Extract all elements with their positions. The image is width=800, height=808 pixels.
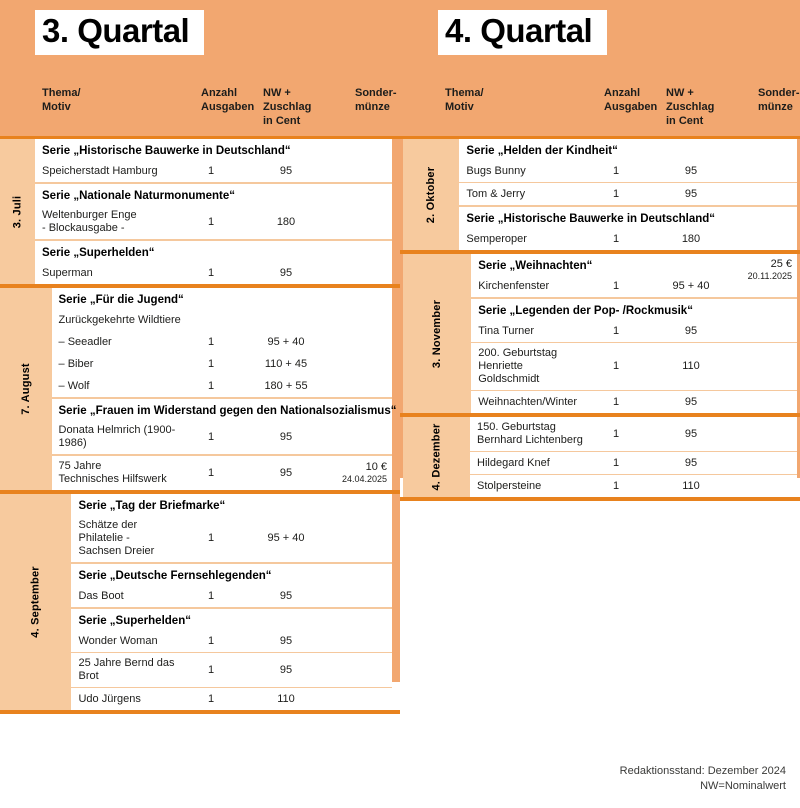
motif-cell (477, 457, 586, 470)
serie-header: Serie „Superhelden“ (78, 615, 191, 627)
quarter-title-q4: 4. Quartal (438, 10, 607, 55)
month-block (0, 139, 400, 288)
column-header-thema (445, 86, 592, 128)
sondermuenze-value: 10 € (365, 461, 387, 473)
footnote-nw-legend: NW=Nominalwert (700, 780, 786, 792)
serie-group (35, 139, 392, 182)
column-header-line: NW + Zuschlag (666, 87, 715, 113)
column-header-nw (249, 86, 339, 128)
table-row (459, 182, 797, 205)
serie-header: Serie „Deutsche Fernsehlegenden“ (78, 570, 272, 582)
column-header-line: Sonder- (355, 87, 397, 99)
month-content (471, 254, 797, 413)
serie-header: Serie „Superhelden“ (42, 247, 155, 259)
motif-cell (78, 635, 181, 648)
month-content (52, 288, 397, 490)
motif-line: 75 Jahre (58, 460, 102, 472)
nw-cell: 95 (279, 164, 293, 177)
sondermuenze-value: 25 € (770, 258, 792, 270)
serie-header: Serie „Für die Jugend“ (58, 294, 184, 306)
month-label: 2. Oktober (425, 166, 438, 223)
month-strip (0, 494, 71, 710)
motif-line: Donata Helmrich (1900-1986) (58, 424, 176, 449)
table-row (52, 456, 392, 490)
motif-cell (478, 325, 586, 338)
motif-line: 25 Jahre Bernd das Brot (78, 657, 175, 682)
column-header-sonder (742, 86, 798, 128)
motif-cell (478, 347, 586, 386)
month-content (470, 417, 797, 497)
nw-cell: 95 (279, 634, 293, 647)
serie-group (471, 254, 797, 297)
table-row (471, 320, 797, 342)
motif-line: – Wolf (58, 379, 90, 392)
nw-cell: 180 (276, 215, 296, 228)
serie-header: Serie „Historische Bauwerke in Deutschland“ (466, 213, 716, 225)
sonder-cell (331, 461, 387, 485)
month-strip (0, 288, 52, 490)
month-block (400, 139, 800, 254)
table-row (71, 652, 392, 687)
column-headers-q3 (0, 86, 400, 128)
motif-line: Tina Turner (478, 324, 535, 337)
serie-group (71, 607, 392, 710)
column-header-line: Sonder- (758, 87, 800, 99)
serie-header: Serie „Frauen im Widerstand gegen den Nationalsozialismus“ (58, 405, 397, 417)
quarter-table-q4 (400, 136, 800, 501)
anzahl-cell: 1 (207, 215, 215, 228)
anzahl-cell: 1 (207, 379, 215, 392)
nw-cell: 95 (279, 266, 293, 279)
anzahl-cell: 1 (207, 532, 215, 544)
nw-cell: 110 (682, 479, 700, 492)
nw-cell: 95 (684, 164, 698, 177)
column-header-line: Thema/ (445, 87, 484, 99)
anzahl-cell: 1 (612, 360, 620, 372)
motif-line: 200. Geburtstag (478, 347, 558, 359)
motif-line: Technisches Hilfswerk (58, 473, 167, 485)
table-row (470, 451, 797, 474)
motif-cell (59, 358, 181, 371)
motif-cell (477, 480, 586, 493)
motif-line: - Blockausgabe - (42, 222, 125, 234)
table-row (71, 515, 392, 562)
motif-cell (466, 233, 586, 246)
column-header-line: Anzahl (201, 87, 238, 99)
motif-cell (78, 657, 181, 683)
month-content (71, 494, 392, 710)
motif-cell (78, 590, 181, 603)
serie-header: Serie „Historische Bauwerke in Deutschland“ (42, 145, 291, 157)
column-header-line: Anzahl (604, 87, 641, 99)
column-header-line: Ausgaben (201, 101, 255, 113)
nw-cell: 95 (279, 466, 293, 479)
motif-cell (78, 519, 181, 558)
month-block (0, 288, 400, 494)
motif-line: – Biber (58, 357, 94, 370)
serie-group (52, 397, 397, 454)
table-row (471, 390, 797, 413)
anzahl-cell: 1 (207, 266, 215, 279)
quarter-table-q3 (0, 136, 400, 714)
column-header-line: Motiv (445, 101, 474, 113)
column-header-sonder (339, 86, 395, 128)
column-header-line: in Cent (666, 115, 704, 127)
motif-cell (478, 280, 586, 293)
motif-line: Udo Jürgens (78, 692, 141, 705)
anzahl-cell: 1 (207, 357, 215, 370)
sondermuenze-date: 24.04.2025 (341, 474, 387, 484)
motif-line: – Seeadler (58, 335, 112, 348)
nw-cell: 95 + 40 (267, 532, 305, 544)
motif-line: Hildegard Knef (477, 456, 550, 469)
motif-line: Speicherstadt Hamburg (42, 164, 158, 177)
motif-line: Das Boot (78, 589, 124, 602)
motif-cell (59, 336, 181, 349)
anzahl-cell: 1 (207, 663, 215, 676)
table-row (459, 228, 797, 250)
footnote-editorial-date: Redaktionsstand: Dezember 2024 (619, 765, 786, 777)
table-row (71, 687, 392, 710)
column-header-anzahl (189, 86, 255, 128)
nw-cell: 110 + 45 (264, 357, 308, 370)
month-strip (403, 254, 471, 413)
nw-cell: 110 (277, 692, 295, 705)
column-header-line: münze (758, 101, 793, 113)
motif-cell (59, 380, 181, 393)
motif-line: Sachsen Dreier (78, 545, 155, 557)
column-header-line: münze (355, 101, 390, 113)
month-label: 3. Juli (11, 195, 24, 228)
column-header-line: Motiv (42, 101, 71, 113)
serie-group (459, 139, 797, 205)
serie-group (35, 182, 392, 239)
serie-group (35, 239, 392, 284)
table-row (35, 262, 392, 284)
motif-line: Kirchenfenster (478, 279, 550, 292)
column-header-line: Ausgaben (604, 101, 658, 113)
anzahl-cell: 1 (612, 164, 620, 177)
month-content (459, 139, 797, 250)
nw-cell: 95 (279, 589, 293, 602)
nw-cell: 95 (684, 187, 698, 200)
month-block (0, 494, 400, 714)
column-headers-q4 (400, 86, 800, 128)
month-block (400, 254, 800, 417)
serie-group (71, 562, 392, 607)
table-row (470, 474, 797, 497)
month-label: 3. November (431, 299, 444, 368)
anzahl-cell: 1 (612, 395, 620, 408)
anzahl-cell: 1 (612, 232, 620, 245)
serie-header: Serie „Weihnachten“ (478, 260, 593, 272)
table-row (52, 353, 392, 375)
motif-cell (59, 314, 181, 327)
month-strip (403, 139, 459, 250)
quarter-panel-q4 (400, 0, 800, 492)
anzahl-cell: 1 (612, 324, 620, 337)
month-block (400, 417, 800, 501)
anzahl-cell: 1 (612, 187, 620, 200)
table-row (35, 160, 392, 182)
month-label: 4. September (29, 566, 42, 638)
motif-cell (78, 693, 181, 706)
nw-cell: 95 (279, 663, 293, 676)
motif-cell (59, 460, 181, 486)
motif-cell (466, 188, 586, 201)
column-header-line: Thema/ (42, 87, 81, 99)
serie-group (471, 297, 797, 413)
motif-line: Bugs Bunny (466, 164, 526, 177)
serie-group (52, 288, 392, 397)
column-header-line: NW + Zuschlag (263, 87, 312, 113)
nw-cell: 95 (279, 430, 293, 443)
table-row (52, 375, 392, 397)
anzahl-cell: 1 (207, 466, 215, 479)
anzahl-cell: 1 (612, 279, 620, 292)
month-strip (403, 417, 470, 497)
serie-header: Serie „Helden der Kindheit“ (466, 145, 618, 157)
table-row (52, 331, 392, 353)
serie-header: Serie „Nationale Naturmonumente“ (42, 190, 235, 202)
anzahl-cell: 1 (612, 427, 620, 440)
motif-cell (59, 424, 181, 450)
table-row (459, 160, 797, 182)
anzahl-cell: 1 (207, 335, 215, 348)
nw-cell: 180 (681, 232, 701, 245)
column-header-anzahl (592, 86, 658, 128)
footnote (620, 764, 786, 794)
motif-cell (42, 267, 181, 280)
sondermuenze-note (748, 258, 792, 282)
sondermuenze-date: 20.11.2025 (747, 271, 792, 281)
table-row (71, 630, 392, 652)
motif-line: Semperoper (466, 232, 527, 245)
motif-line: 150. Geburtstag (477, 421, 556, 433)
nw-cell: 180 + 55 (264, 379, 308, 392)
quarter-title-q3: 3. Quartal (35, 10, 204, 55)
nw-cell: 95 + 40 (672, 279, 710, 292)
anzahl-cell: 1 (207, 589, 215, 602)
quarter-panel-q3 (0, 0, 400, 705)
anzahl-cell: 1 (207, 692, 215, 705)
table-row (470, 417, 797, 451)
motif-line: Wonder Woman (78, 634, 158, 647)
serie-group (52, 454, 392, 490)
motif-line: Henriette Goldschmidt (478, 360, 540, 385)
motif-line: Superman (42, 266, 93, 279)
nw-cell: 95 (684, 427, 698, 440)
motif-cell (466, 165, 586, 178)
month-label: 4. Dezember (430, 423, 443, 491)
column-header-thema (42, 86, 189, 128)
motif-line: Weltenburger Enge (42, 209, 137, 221)
nw-cell: 95 (684, 395, 698, 408)
motif-line: Stolpersteine (477, 479, 542, 492)
table-row (52, 309, 392, 331)
serie-group (470, 417, 797, 497)
motif-line: Schätze der Philatelie - (78, 519, 138, 544)
motif-cell (477, 421, 586, 447)
nw-cell: 95 (684, 456, 698, 469)
serie-header: Serie „Tag der Briefmarke“ (78, 500, 226, 512)
serie-group (459, 205, 797, 250)
anzahl-cell: 1 (207, 430, 215, 443)
serie-header: Serie „Legenden der Pop- /Rockmusik“ (478, 305, 693, 317)
anzahl-cell: 1 (207, 634, 215, 647)
month-content (35, 139, 392, 284)
table-row (471, 342, 797, 390)
table-row (35, 205, 392, 239)
motif-line: Tom & Jerry (466, 187, 526, 200)
nw-cell: 95 + 40 (267, 335, 305, 348)
nw-cell: 95 (684, 324, 698, 337)
column-header-nw (652, 86, 742, 128)
motif-cell (42, 165, 181, 178)
motif-line: Weihnachten/Winter (478, 395, 578, 408)
anzahl-cell: 1 (612, 456, 620, 469)
table-row (71, 585, 392, 607)
month-strip (0, 139, 35, 284)
column-header-line: in Cent (263, 115, 301, 127)
table-row (52, 420, 392, 454)
nw-cell: 110 (682, 360, 700, 372)
motif-line: Zurückgekehrte Wildtiere (58, 313, 181, 326)
anzahl-cell: 1 (207, 164, 215, 177)
motif-line: Bernhard Lichtenberg (477, 434, 583, 446)
month-label: 7. August (19, 363, 32, 415)
anzahl-cell: 1 (612, 479, 620, 492)
motif-cell (478, 396, 586, 409)
serie-group (71, 494, 392, 562)
motif-cell (42, 209, 181, 235)
